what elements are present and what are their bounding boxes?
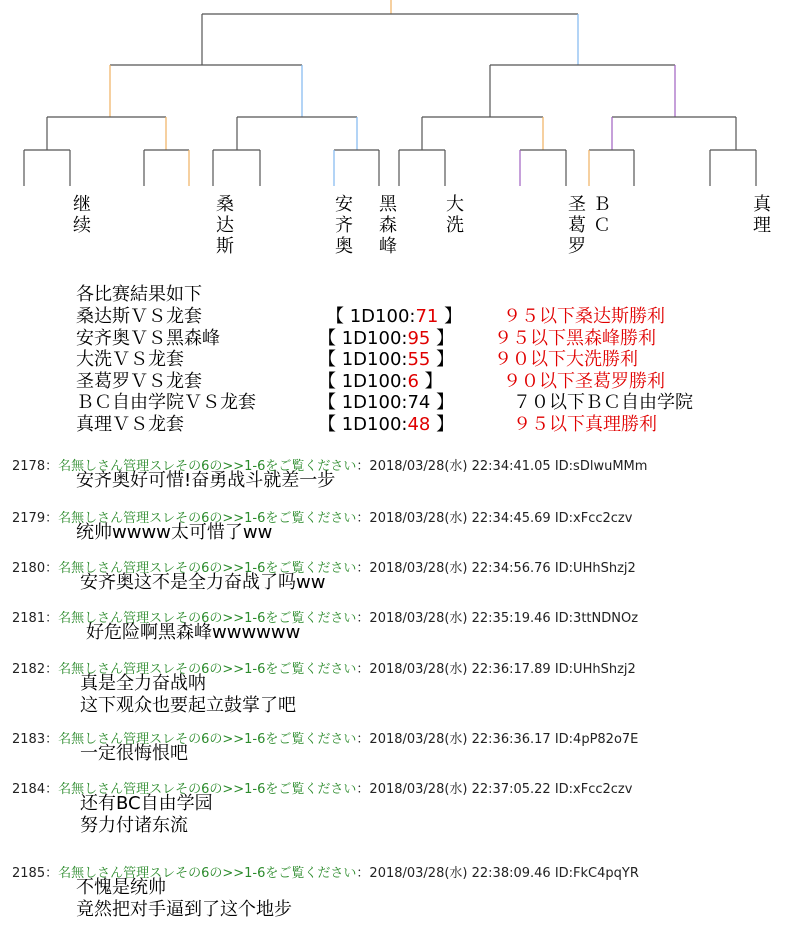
post-number: 2178 [12, 459, 46, 474]
dice-roll-suffix: 】 [430, 349, 455, 370]
result-verdict: ９５以下真理勝利 [513, 413, 657, 435]
poster-name[interactable]: 名無しさん管理スレその6の>>1-6をご覧ください [58, 511, 357, 526]
separator: ： [356, 662, 370, 677]
dice-roll [318, 392, 454, 413]
post-date: 2018/03/28(水) 22:36:17.89 [369, 662, 551, 677]
post-body-line: 还有BC自由学园 [80, 793, 213, 814]
result-match: ＢＣ自由学院ＶＳ龙套 [76, 392, 256, 413]
post-number: 2183 [12, 732, 46, 747]
result-verdict: ９５以下桑达斯勝利 [503, 306, 665, 327]
post-number: 2185 [12, 866, 46, 881]
team-label-bc: Ｂ Ｃ [593, 194, 611, 236]
result-verdict: ７０以下ＢＣ自由学院 [513, 392, 693, 413]
dice-roll [326, 306, 462, 327]
post-body-line: 统帅wwww太可惜了ww [76, 522, 273, 543]
post-body-line: 真是全力奋战呐 [80, 673, 206, 694]
post-date: 2018/03/28(水) 22:36:36.17 [369, 732, 551, 747]
separator: ： [45, 459, 59, 474]
dice-roll-prefix: 【 1D100: [318, 327, 408, 349]
poster-id: ID:sDlwuMMm [554, 459, 648, 474]
dice-roll-prefix: 【 1D100: [318, 349, 408, 370]
poster-id: ID:UHhShzj2 [554, 662, 636, 677]
results-header: 各比赛結果如下 [76, 284, 202, 305]
separator: ： [356, 459, 370, 474]
post-body-line: 竟然把对手逼到了这个地步 [76, 899, 292, 920]
post-date: 2018/03/28(水) 22:34:45.69 [369, 511, 551, 526]
team-label-anqiao: 安 齐 奥 [335, 194, 353, 257]
dice-roll-prefix: 【 1D100: [318, 370, 408, 392]
post-body-line: 这下观众也要起立鼓掌了吧 [80, 695, 296, 716]
post-body-line: 努力付诸东流 [80, 815, 188, 836]
team-label-shenggeluo: 圣 葛 罗 [568, 194, 586, 257]
post-date: 2018/03/28(水) 22:38:09.46 [369, 866, 551, 881]
poster-name[interactable]: 名無しさん管理スレその6の>>1-6をご覧ください [58, 866, 357, 881]
dice-roll-value: 6 [407, 370, 419, 392]
dice-roll-value: 74 [407, 392, 431, 413]
post-number: 2184 [12, 782, 46, 797]
team-label-sangdasi: 桑 达 斯 [216, 194, 234, 257]
dice-roll-value: 71 [415, 306, 439, 327]
separator: ： [45, 732, 59, 747]
separator: ： [356, 782, 370, 797]
separator: ： [356, 866, 370, 881]
result-match: 真理ＶＳ龙套 [76, 413, 184, 435]
poster-name[interactable]: 名無しさん管理スレその6の>>1-6をご覧ください [58, 459, 357, 474]
poster-name[interactable]: 名無しさん管理スレその6の>>1-6をご覧ください [58, 782, 357, 797]
separator: ： [45, 782, 59, 797]
post-date: 2018/03/28(水) 22:35:19.46 [369, 611, 551, 626]
poster-id: ID:3ttNDNOz [554, 611, 639, 626]
separator: ： [356, 511, 370, 526]
separator: ： [45, 662, 59, 677]
dice-roll-suffix: 】 [418, 370, 443, 392]
dice-roll [318, 328, 454, 349]
result-match: 安齐奥ＶＳ黑森峰 [76, 327, 220, 349]
dice-roll-value: 55 [407, 349, 431, 370]
poster-name[interactable]: 名無しさん管理スレその6の>>1-6をご覧ください [58, 732, 357, 747]
poster-id: ID:UHhShzj2 [554, 561, 636, 576]
dice-roll [318, 414, 454, 435]
result-verdict: ９５以下黑森峰勝利 [494, 327, 656, 349]
separator: ： [45, 561, 59, 576]
post-date: 2018/03/28(水) 22:34:56.76 [369, 561, 551, 576]
team-label-jizoku: 继 续 [73, 194, 91, 236]
dice-roll-value: 48 [407, 413, 431, 435]
post-number: 2179 [12, 511, 46, 526]
dice-roll-prefix: 【 1D100: [318, 392, 408, 413]
dice-roll-suffix: 】 [430, 413, 455, 435]
result-verdict: ９０以下大洗勝利 [494, 349, 638, 370]
post-number: 2181 [12, 611, 46, 626]
dice-roll-prefix: 【 1D100: [318, 413, 408, 435]
separator: ： [356, 732, 370, 747]
poster-id: ID:xFcc2czv [554, 782, 633, 797]
poster-id: ID:xFcc2czv [554, 511, 633, 526]
poster-id: ID:FkC4pqYR [554, 866, 639, 881]
poster-name[interactable]: 名無しさん管理スレその6の>>1-6をご覧ください [58, 611, 357, 626]
dice-roll [318, 371, 443, 392]
post-date: 2018/03/28(水) 22:34:41.05 [369, 459, 551, 474]
team-label-heisenfeng: 黑 森 峰 [379, 194, 397, 257]
result-verdict: ９０以下圣葛罗勝利 [503, 370, 665, 392]
dice-roll-prefix: 【 1D100: [326, 306, 416, 327]
separator: ： [45, 511, 59, 526]
separator: ： [45, 611, 59, 626]
post-body-line: 安齐奥好可惜!奋勇战斗就差一步 [76, 470, 336, 491]
separator: ： [45, 866, 59, 881]
post-date: 2018/03/28(水) 22:37:05.22 [369, 782, 551, 797]
dice-roll [318, 349, 454, 370]
poster-id: ID:4pP82o7E [554, 732, 639, 747]
team-label-daxi: 大 洗 [446, 194, 464, 236]
post-body-line: 好危险啊黑森峰wwwwww [86, 622, 301, 643]
result-match: 圣葛罗ＶＳ龙套 [76, 370, 202, 392]
result-match: 桑达斯ＶＳ龙套 [76, 306, 202, 327]
post-number: 2180 [12, 561, 46, 576]
poster-name[interactable]: 名無しさん管理スレその6の>>1-6をご覧ください [58, 662, 357, 677]
dice-roll-suffix: 】 [430, 327, 455, 349]
result-match: 大洗ＶＳ龙套 [76, 349, 184, 370]
post-body-line: 安齐奥这不是全力奋战了吗ww [80, 572, 326, 593]
team-label-zhenli: 真 理 [753, 194, 771, 236]
separator: ： [356, 611, 370, 626]
separator: ： [356, 561, 370, 576]
tournament-bracket [0, 0, 800, 275]
dice-roll-value: 95 [407, 327, 431, 349]
post-number: 2182 [12, 662, 46, 677]
dice-roll-suffix: 】 [438, 306, 463, 327]
dice-roll-suffix: 】 [430, 392, 455, 413]
post-body-line: 不愧是统帅 [76, 877, 166, 898]
post-body-line: 一定很悔恨吧 [80, 743, 188, 764]
poster-name[interactable]: 名無しさん管理スレその6の>>1-6をご覧ください [58, 561, 357, 576]
